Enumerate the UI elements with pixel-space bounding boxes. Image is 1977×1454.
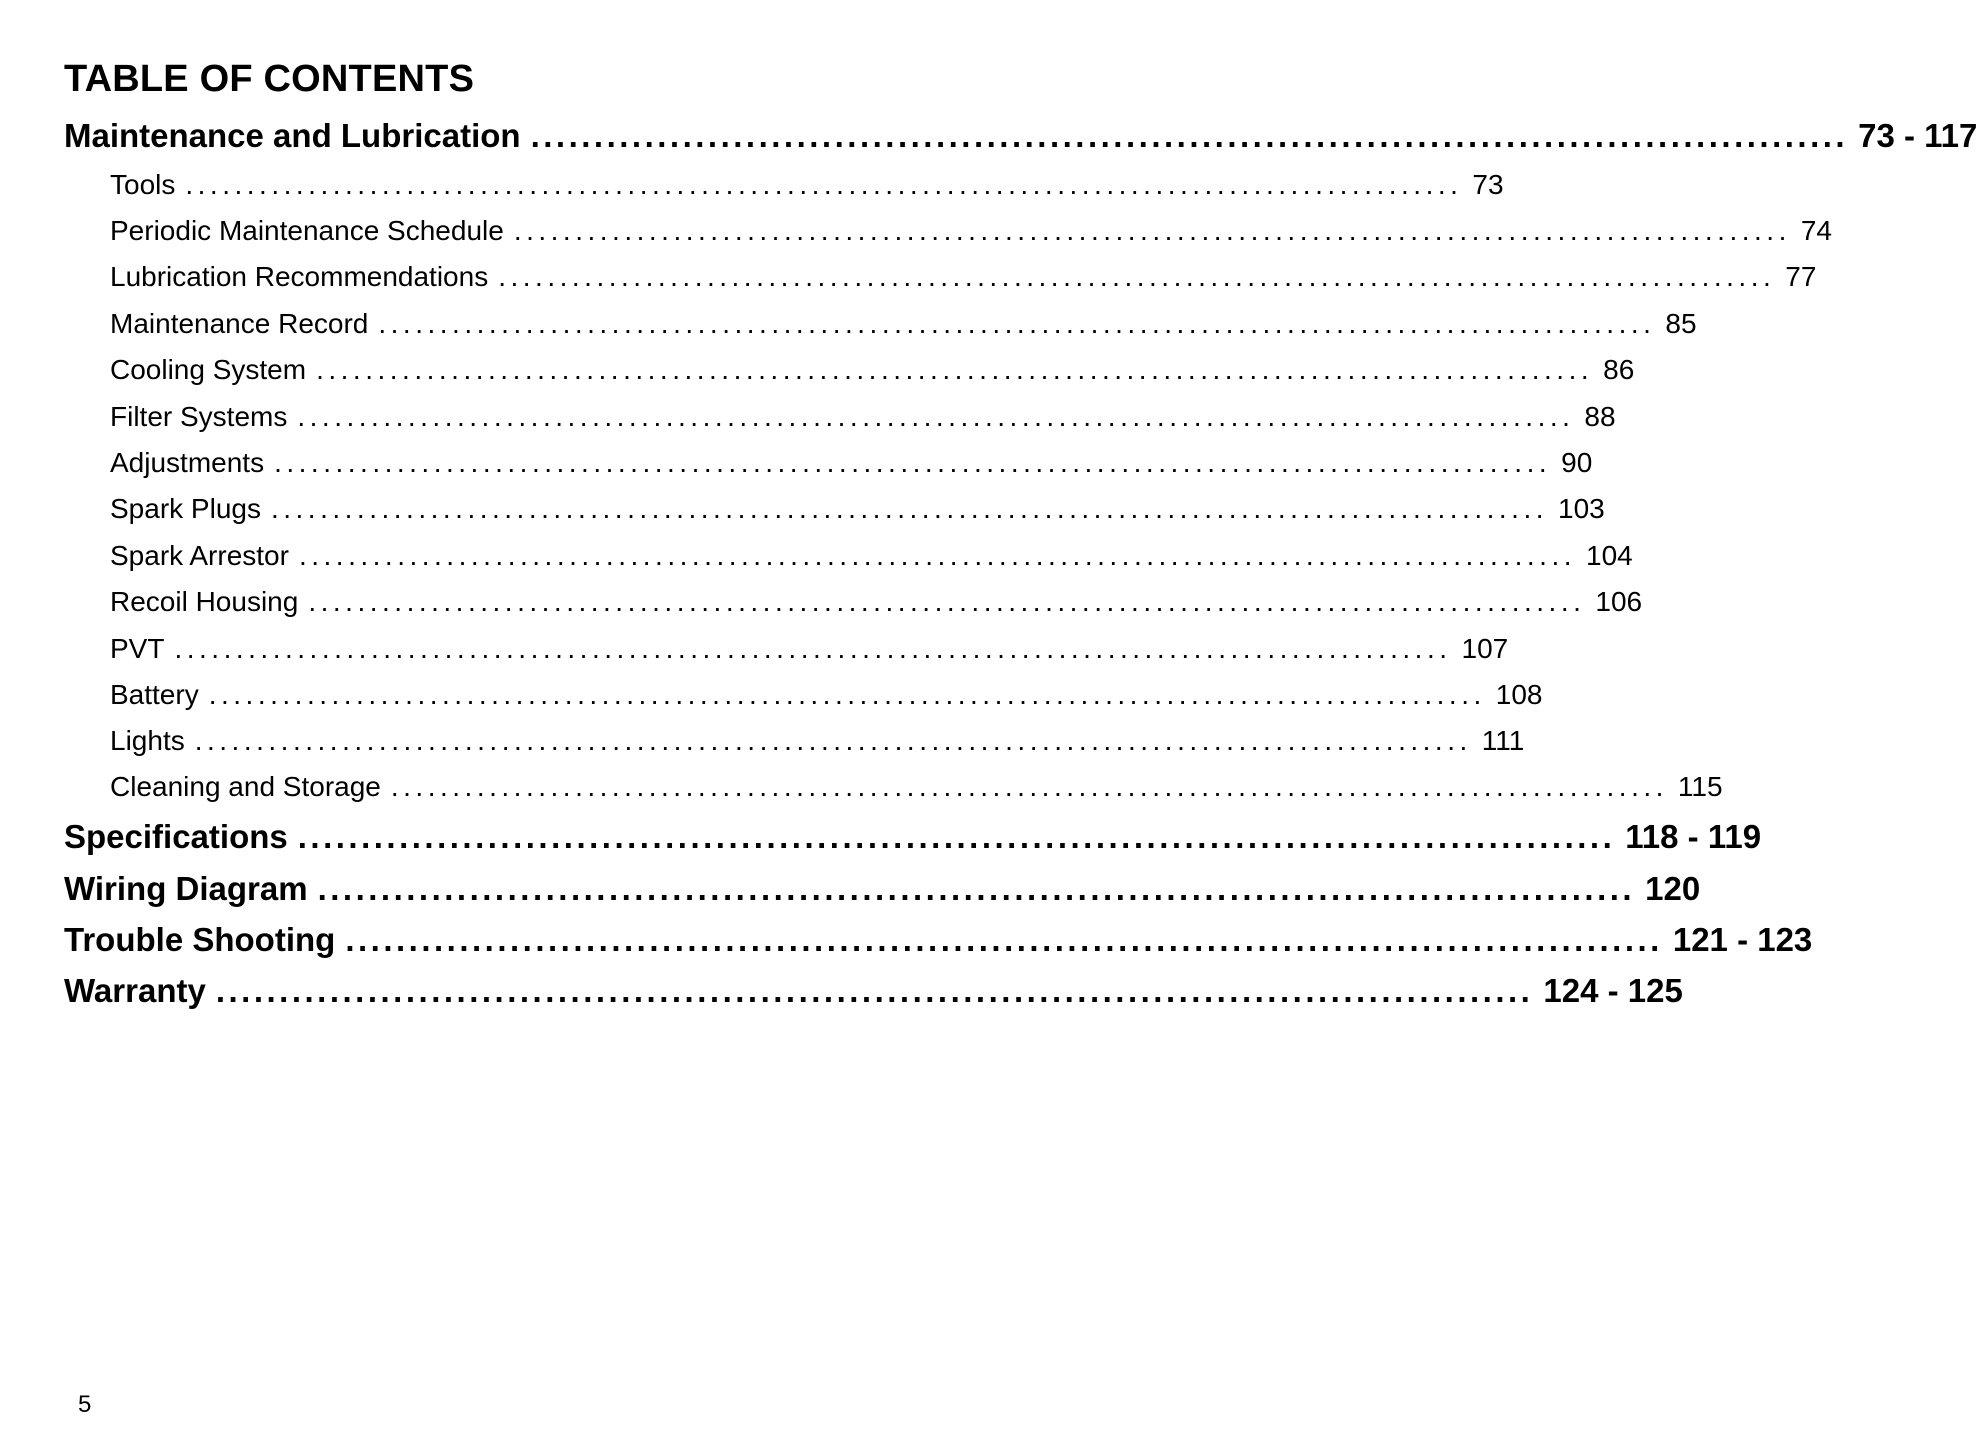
dot-leader: ........................................................................................................ xyxy=(317,870,1636,907)
toc-item-maintenance-record xyxy=(110,307,1697,341)
toc-item-page: 85 xyxy=(1665,308,1697,339)
toc-section-pages: 73 - 117 xyxy=(1858,117,1977,154)
toc-item-page: 111 xyxy=(1481,725,1525,756)
toc-item-page: 107 xyxy=(1461,633,1509,664)
toc-item-tools xyxy=(110,168,1504,202)
toc-item-filter-systems xyxy=(110,400,1616,434)
dot-leader: ........................................................................................................ xyxy=(270,493,1549,524)
toc-section-pages: 124 - 125 xyxy=(1543,972,1683,1009)
toc-item-page: 86 xyxy=(1603,354,1635,385)
toc-section-trouble-shooting xyxy=(64,920,1813,960)
toc-item-page: 103 xyxy=(1558,493,1605,524)
toc-item-page: 77 xyxy=(1785,261,1817,292)
toc-item-page: 74 xyxy=(1800,215,1833,246)
dot-leader: ........................................................................................................ xyxy=(174,633,1452,664)
toc-item-page: 90 xyxy=(1561,447,1593,478)
toc-item-label: Maintenance Record xyxy=(110,308,369,339)
dot-leader: ........................................................................................................ xyxy=(345,921,1663,958)
toc-item-cleaning-and-storage xyxy=(110,770,1723,804)
toc-item-label: Cleaning and Storage xyxy=(110,771,381,802)
toc-item-label: Lubrication Recommendations xyxy=(110,261,489,292)
toc-item-label: Adjustments xyxy=(110,447,265,478)
toc-item-label: PVT xyxy=(110,633,165,664)
toc-section-wiring-diagram xyxy=(64,869,1701,909)
toc-item-cooling-system xyxy=(110,353,1635,387)
toc-item-label: Periodic Maintenance Schedule xyxy=(110,215,504,246)
toc-item-label: Cooling System xyxy=(110,354,307,385)
toc-section-pages: 118 - 119 xyxy=(1625,818,1762,855)
toc-section-pages: 121 - 123 xyxy=(1672,921,1813,958)
dot-leader: ........................................................................................................ xyxy=(208,679,1486,710)
toc-item-page: 104 xyxy=(1586,540,1633,571)
dot-leader: ........................................................................................................ xyxy=(316,354,1594,385)
toc-item-lights xyxy=(110,724,1525,758)
toc-section-label: Trouble Shooting xyxy=(64,921,336,958)
toc-section-maintenance xyxy=(64,116,1977,156)
dot-leader: ........................................................................................................ xyxy=(378,308,1656,339)
toc-section-specifications xyxy=(64,817,1762,857)
toc-section-label: Wiring Diagram xyxy=(64,870,308,907)
toc-item-label: Recoil Housing xyxy=(110,586,299,617)
toc-item-pvt xyxy=(110,632,1509,666)
toc-item-label: Tools xyxy=(110,169,176,200)
toc-item-page: 108 xyxy=(1495,679,1543,710)
toc-item-label: Spark Arrestor xyxy=(110,540,289,571)
toc-section-label: Maintenance and Lubrication xyxy=(64,117,521,154)
toc-item-spark-plugs xyxy=(110,492,1605,526)
toc-item-page: 73 xyxy=(1472,169,1504,200)
toc-section-label: Warranty xyxy=(64,972,206,1009)
dot-leader: ........................................................................................................ xyxy=(194,725,1472,756)
dot-leader: ........................................................................................................ xyxy=(297,401,1575,432)
dot-leader: ........................................................................................................ xyxy=(215,972,1534,1009)
toc-item-page: 88 xyxy=(1584,401,1616,432)
toc-item-label: Battery xyxy=(110,679,199,710)
toc-item-label: Filter Systems xyxy=(110,401,288,432)
dot-leader: ........................................................................................................ xyxy=(498,261,1776,292)
toc-section-pages: 120 xyxy=(1645,870,1701,907)
toc-item-spark-arrestor xyxy=(110,539,1633,573)
page-number: 5 xyxy=(78,1391,92,1418)
dot-leader: ........................................................................................................ xyxy=(530,117,1849,154)
dot-leader: ........................................................................................................ xyxy=(185,169,1463,200)
toc-item-label: Spark Plugs xyxy=(110,493,261,524)
toc-item-adjustments xyxy=(110,446,1593,480)
dot-leader: ........................................................................................................ xyxy=(298,540,1576,571)
toc-item-label: Lights xyxy=(110,725,185,756)
toc-item-page: 115 xyxy=(1677,771,1723,802)
toc-section-warranty xyxy=(64,971,1683,1011)
toc-item-lubrication-recommendations xyxy=(110,260,1817,294)
dot-leader: ........................................................................................................ xyxy=(308,586,1586,617)
page-title: TABLE OF CONTENTS xyxy=(64,58,475,100)
toc-item-battery xyxy=(110,678,1543,712)
dot-leader: ........................................................................................................ xyxy=(513,215,1791,246)
dot-leader: ........................................................................................................ xyxy=(297,818,1616,855)
dot-leader: ........................................................................................................ xyxy=(390,771,1668,802)
toc-item-page: 106 xyxy=(1595,586,1643,617)
toc-section-label: Specifications xyxy=(64,818,288,855)
toc-item-periodic-maintenance-schedule xyxy=(110,214,1833,248)
toc-item-recoil-housing xyxy=(110,585,1643,619)
dot-leader: ........................................................................................................ xyxy=(274,447,1552,478)
